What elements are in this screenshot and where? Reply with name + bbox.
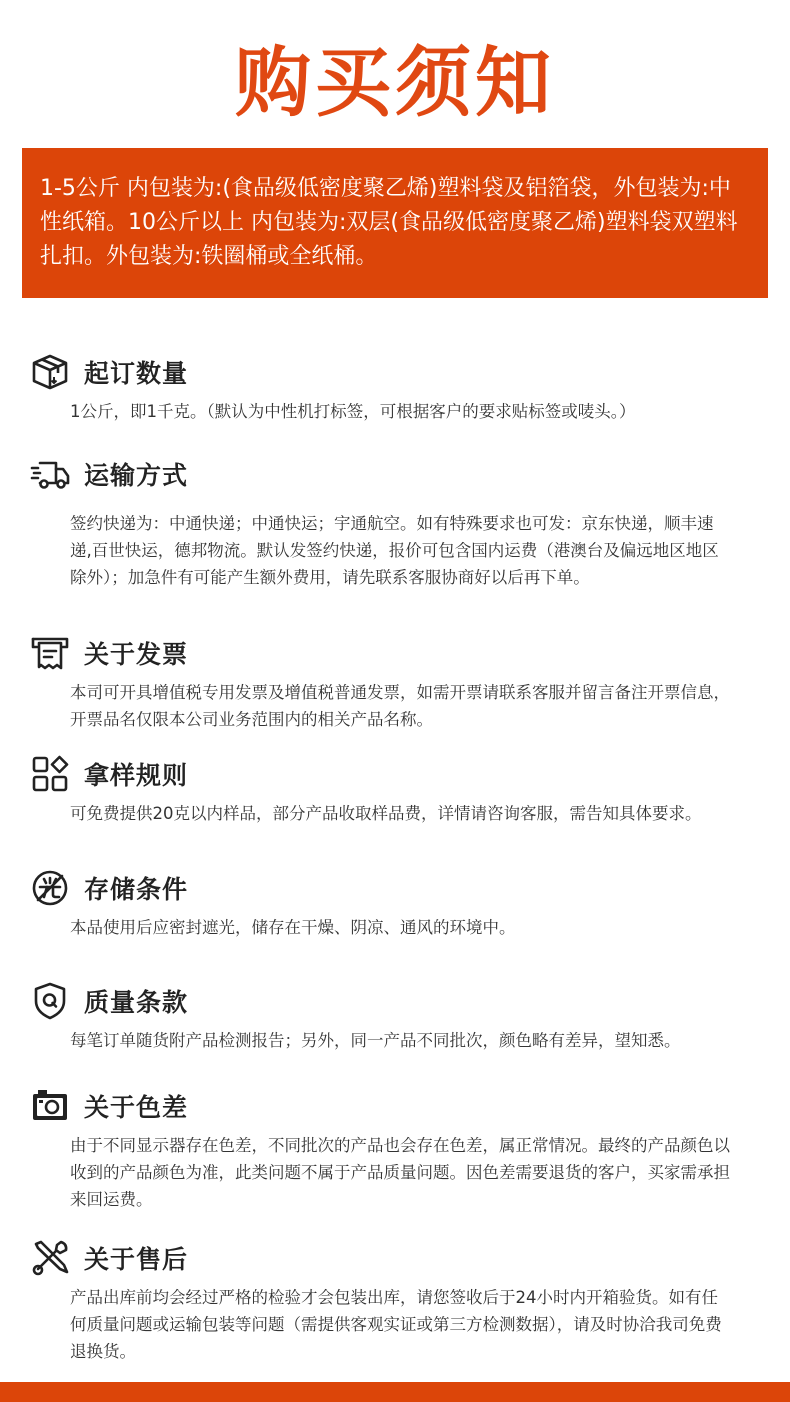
section-body: 本司可开具增值税专用发票及增值税普通发票，如需开票请联系客服并留言备注开票信息，开票品名仅限本公司业务范围内的相关产品名称。 xyxy=(70,683,730,729)
section-color-difference xyxy=(30,1086,730,1213)
section-quality xyxy=(30,981,730,1054)
section-title: 关于售后 xyxy=(84,1245,189,1274)
section-title: 质量条款 xyxy=(84,988,189,1017)
delivery-truck-icon xyxy=(30,454,70,494)
section-body: 本品使用后应密封遮光，储存在干燥、阴凉、通风的环境中。 xyxy=(70,918,516,937)
section-body: 签约快递为：中通快递；中通快运；宇通航空。如有特殊要求也可发：京东快递，顺丰速递,百世快运，德邦物流。默认发签约快递，报价可包含国内运费（港澳台及偏远地区地区除外）；加急件有可能产生额外费用，请先联系客服协商好以后再下单。 xyxy=(70,514,719,587)
invoice-printer-icon xyxy=(30,633,70,673)
section-body: 产品出库前均会经过严格的检验才会包装出库，请您签收后于24小时内开箱验货。如有任何质量问题或运输包装等问题（需提供客观实证或第三方检测数据），请及时协洽我司免费退换货。 xyxy=(70,1288,722,1361)
package-box-icon xyxy=(30,352,70,392)
section-title: 存储条件 xyxy=(84,875,189,904)
packaging-banner xyxy=(22,148,768,298)
banner-text: 1-5公斤 内包装为:(食品级低密度聚乙烯)塑料袋及铝箔袋，外包装为:中性纸箱。10公斤以上 内包装为:双层(食品级低密度聚乙烯)塑料袋双塑料扎扣。外包装为:铁圈桶或全纸桶。 xyxy=(40,176,738,269)
section-title: 拿样规则 xyxy=(84,761,189,790)
section-sample xyxy=(30,754,730,827)
section-storage xyxy=(30,868,730,941)
section-title: 关于色差 xyxy=(84,1093,189,1122)
footer-bar xyxy=(0,1382,790,1402)
section-body: 1公斤，即1千克。（默认为中性机打标签，可根据客户的要求贴标签或唛头。） xyxy=(70,402,636,421)
sample-grid-icon xyxy=(30,754,70,794)
page-title: 购买须知 xyxy=(235,38,555,127)
camera-icon xyxy=(30,1086,70,1126)
quality-shield-icon xyxy=(30,981,70,1021)
section-invoice xyxy=(30,633,730,733)
section-body: 每笔订单随货附产品检测报告；另外，同一产品不同批次，颜色略有差异，望知悉。 xyxy=(70,1031,681,1050)
section-body: 可免费提供20克以内样品，部分产品收取样品费，详情请咨询客服，需告知具体要求。 xyxy=(70,804,702,823)
section-body: 由于不同显示器存在色差，不同批次的产品也会存在色差，属正常情况。最终的产品颜色以收到的产品颜色为准，此类问题不属于产品质量问题。因色差需要退货的客户，买家需承担来回运费。 xyxy=(70,1136,730,1209)
wrench-tools-icon xyxy=(30,1238,70,1278)
section-title: 运输方式 xyxy=(84,461,189,490)
section-after-sales xyxy=(30,1238,730,1365)
section-shipping xyxy=(30,454,730,591)
section-title: 关于发票 xyxy=(84,640,189,669)
section-title: 起订数量 xyxy=(84,359,189,388)
section-min-order xyxy=(30,352,730,425)
no-light-icon xyxy=(30,868,70,908)
